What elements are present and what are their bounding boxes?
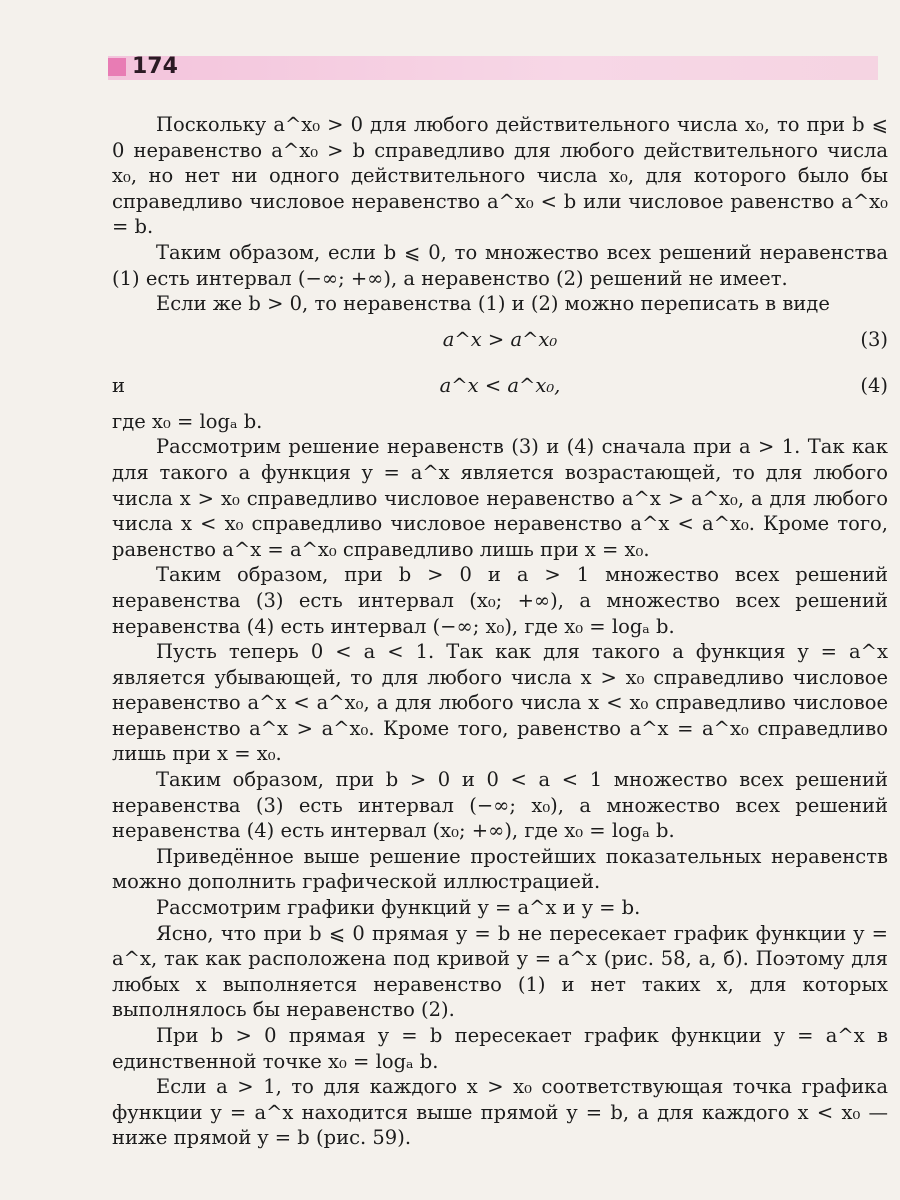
paragraph: Рассмотрим решение неравенств (3) и (4) сначала при a > 1. Так как для такого a функция y = a^x является возрастающей, то для любого числа x > x₀ справедливо числовое неравенство a^x > a^x₀, а для любого числа x < x₀ справедливо числовое неравенство a^x < a^x₀. Кроме того, равенство a^x = a^x₀ справедливо лишь при x = x₀. [112, 435, 888, 561]
paragraph: Ясно, что при b ⩽ 0 прямая y = b не пересекает график функции y = a^x, так как расположена под кривой y = a^x (рис. 58, а, б). Поэтому для любых x выполняется неравенство (1) и нет таких x, для которых выполнялось бы неравенство (2). [112, 921, 888, 1022]
paragraph: Приведённое выше решение простейших показательных неравенств можно дополнить графической иллюстрацией. [112, 844, 888, 894]
paragraph: Пусть теперь 0 < a < 1. Так как для такого a функция y = a^x является убывающей, то для любого числа x > x₀ справедливо числовое неравенство a^x < a^x₀, а для любого числа x < x₀ справедливо числовое неравенство a^x > a^x₀. Кроме того, равенство a^x = a^x₀ справедливо лишь при x = x₀. [112, 640, 888, 766]
paragraph: Поскольку a^x₀ > 0 для любого действительного числа x₀, то при b ⩽ 0 неравенство a^x₀ > b справедливо для любого действительного числа x₀, но нет ни одного действительного числа x₀, для которого было бы справедливо числовое неравенство a^x₀ < b или числовое равенство a^x₀ = b. [112, 113, 888, 239]
formula-expression: a^x < a^x₀, [439, 373, 561, 397]
formula-expression: a^x > a^x₀ [442, 327, 558, 351]
paragraph: При b > 0 прямая y = b пересекает график функции y = a^x в единственной точке x₀ = logₐ b. [112, 1024, 888, 1073]
page-body [112, 112, 888, 1151]
formula-3 [112, 317, 888, 363]
header-band [108, 56, 878, 80]
formula-lead: и [112, 373, 125, 397]
formula-number: (3) [860, 327, 888, 351]
page-number: 174 [132, 54, 178, 79]
paragraph: Таким образом, при b > 0 и 0 < a < 1 множество всех решений неравенства (3) есть интервал (−∞; x₀), а множество всех решений неравенства (4) есть интервал (x₀; +∞), где x₀ = logₐ b. [112, 768, 888, 843]
paragraph: Если a > 1, то для каждого x > x₀ соответствующая точка графика функции y = a^x находится выше прямой y = b, а для каждого x < x₀ — ниже прямой y = b (рис. 59). [112, 1075, 888, 1150]
paragraph: Таким образом, если b ⩽ 0, то множество всех решений неравенства (1) есть интервал (−∞; +∞), а неравенство (2) решений не имеет. [112, 240, 888, 290]
formula-4 [112, 363, 888, 409]
paragraph: где x₀ = logₐ b. [112, 409, 263, 433]
formula-number: (4) [860, 373, 888, 397]
paragraph: Рассмотрим графики функций y = a^x и y = b. [156, 896, 641, 920]
paragraph: Если же b > 0, то неравенства (1) и (2) можно переписать в виде [156, 292, 830, 316]
paragraph: Таким образом, при b > 0 и a > 1 множество всех решений неравенства (3) есть интервал (x₀; +∞), а множество всех решений неравенства (4) есть интервал (−∞; x₀), где x₀ = logₐ b. [112, 563, 888, 638]
